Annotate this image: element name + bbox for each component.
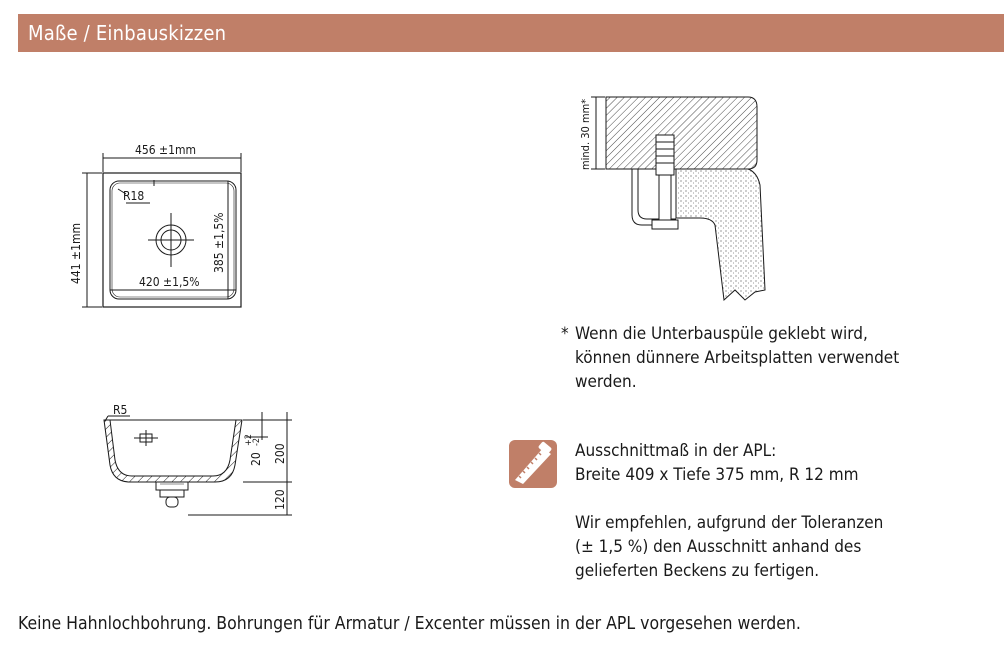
inner-width-dimension: 420 ±1,5%: [139, 275, 200, 289]
saw-icon: [509, 440, 557, 488]
glue-note-star: *: [561, 324, 569, 344]
glue-note: Wenn die Unterbauspüle geklebt wird, können dünnere Arbeitsplatten verwendet werden.: [575, 324, 900, 392]
height-dimension: 200: [273, 443, 287, 464]
tolerance-note: Wir empfehlen, aufgrund der Toleranzen (± 1,5 %) den Ausschnitt anhand des gelieferten Beckens zu fertigen.: [575, 513, 884, 581]
width-dimension: 456 ±1mm: [135, 143, 196, 157]
side-radius-label: R5: [113, 403, 128, 417]
radius-label: R18: [123, 189, 145, 203]
depth-dimension: 441 ±1mm: [69, 223, 83, 284]
rim-tolerance-minus: -2: [252, 437, 262, 446]
rim-dimension: 20: [249, 452, 263, 466]
min-thickness-dimension: mind. 30 mm*: [579, 98, 592, 170]
inner-depth-dimension: 385 ±1,5%: [212, 212, 226, 273]
section-title: Maße / Einbauskizzen: [28, 21, 227, 45]
footer-note: Keine Hahnlochbohrung. Bohrungen für Armatur / Excenter müssen in der APL vorgesehen werden.: [18, 614, 801, 634]
drain-dimension: 120: [273, 489, 287, 510]
cutout-note: Ausschnittmaß in der APL: Breite 409 x Tiefe 375 mm, R 12 mm: [575, 441, 859, 485]
rim-tolerance-plus: +2: [244, 434, 254, 446]
